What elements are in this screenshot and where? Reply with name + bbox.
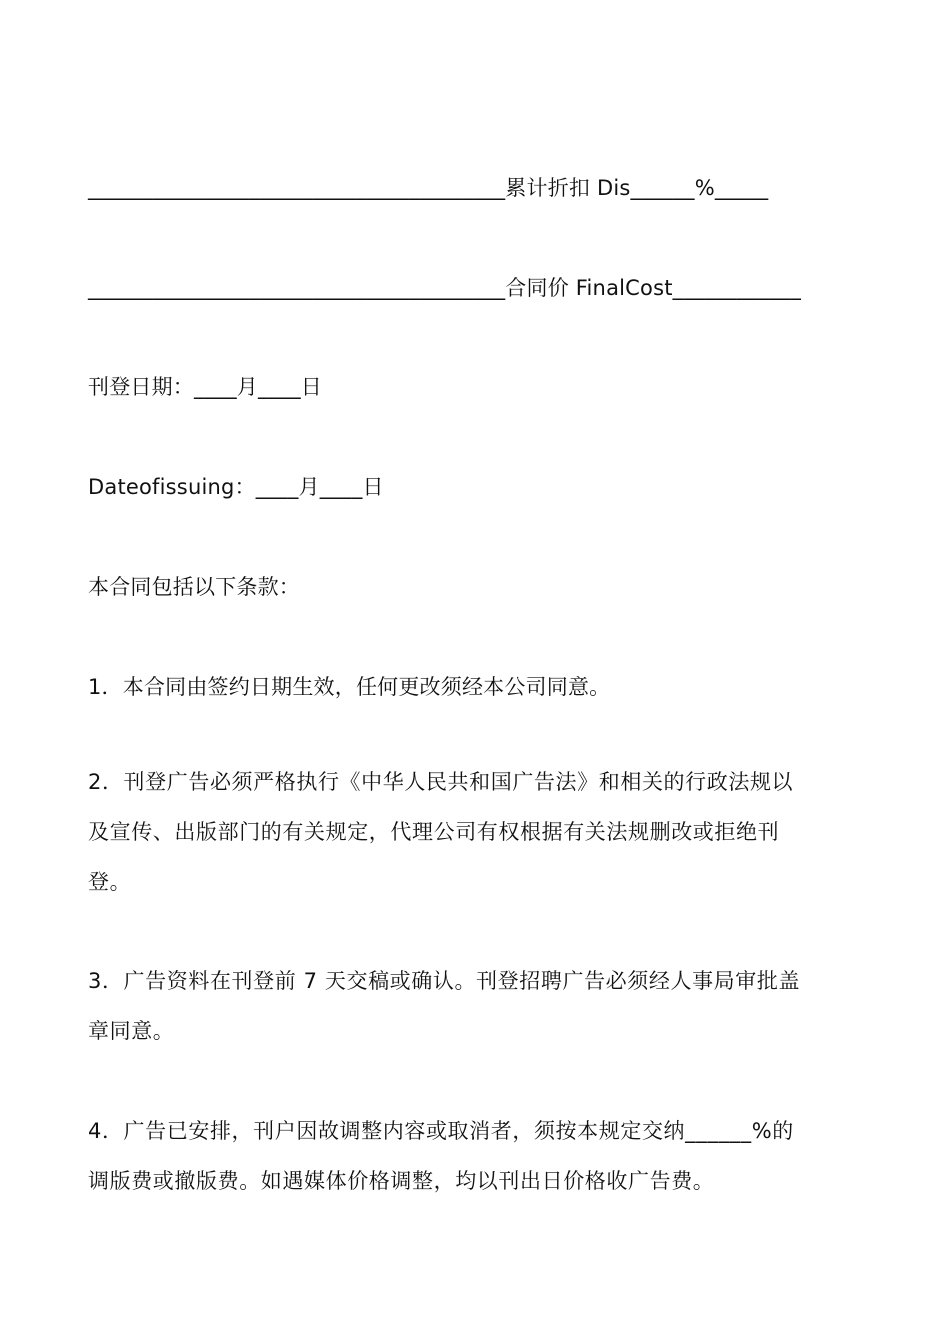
final-cost-line: _______________________________________合同价 FinalCost____________ bbox=[88, 276, 802, 300]
clause-3 bbox=[88, 956, 866, 1056]
clause-2-line-2: 及宣传、出版部门的有关规定，代理公司有权根据有关法规删改或拒绝刊 bbox=[88, 820, 780, 844]
terms-intro: 本合同包括以下条款： bbox=[88, 575, 300, 599]
clause-4 bbox=[88, 1106, 866, 1206]
clause-1: 1．本合同由签约日期生效，任何更改须经本公司同意。 bbox=[88, 675, 611, 699]
clause-3-line-2: 章同意。 bbox=[88, 1019, 175, 1043]
clause-4-line-2: 调版费或撤版费。如遇媒体价格调整，均以刊出日价格收广告费。 bbox=[88, 1169, 715, 1193]
discount-line: _______________________________________累计折扣 Dis______%_____ bbox=[88, 176, 769, 200]
issue-date-en: Dateofissuing：____月____日 bbox=[88, 475, 384, 499]
clause-2 bbox=[88, 757, 866, 907]
clause-4-line-1: 4．广告已安排，刊户因故调整内容或取消者，须按本规定交纳______%的 bbox=[88, 1119, 794, 1143]
clause-3-line-1: 3．广告资料在刊登前 7 天交稿或确认。刊登招聘广告必须经人事局审批盖 bbox=[88, 969, 801, 993]
issue-date-cn: 刊登日期：____月____日 bbox=[88, 375, 322, 399]
clause-2-line-1: 2．刊登广告必须严格执行《中华人民共和国广告法》和相关的行政法规以 bbox=[88, 770, 794, 794]
clause-2-line-3: 登。 bbox=[88, 870, 132, 894]
